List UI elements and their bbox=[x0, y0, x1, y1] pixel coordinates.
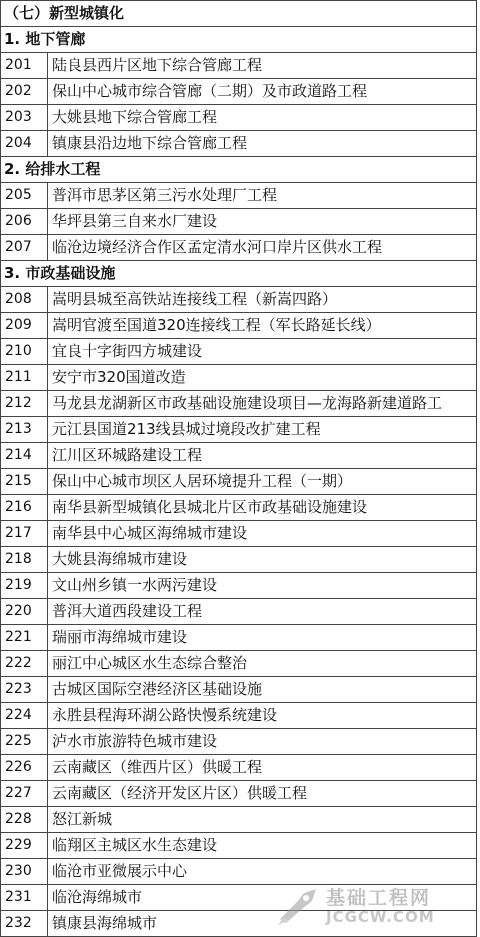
table-row bbox=[1, 833, 477, 859]
project-name: 镇康县沿边地下综合管廊工程 bbox=[52, 134, 248, 152]
row-number: 202 bbox=[1, 79, 48, 104]
project-name: 临翔区主城区水生态建设 bbox=[52, 836, 218, 854]
table-row bbox=[1, 105, 477, 131]
row-number: 229 bbox=[1, 833, 48, 858]
row-number: 209 bbox=[1, 313, 48, 338]
project-name: 泸水市旅游特色城市建设 bbox=[52, 732, 218, 750]
table-row bbox=[1, 53, 477, 79]
row-number: 232 bbox=[1, 911, 48, 936]
row-number: 216 bbox=[1, 495, 48, 520]
row-number: 230 bbox=[1, 859, 48, 884]
table-row bbox=[1, 313, 477, 339]
row-number: 227 bbox=[1, 781, 48, 806]
table-row bbox=[1, 547, 477, 573]
project-name: 嵩明官渡至国道320连接线工程（军长路延长线） bbox=[52, 316, 381, 334]
row-number: 206 bbox=[1, 209, 48, 234]
section-title: 2. 给排水工程 bbox=[4, 160, 101, 178]
row-number: 218 bbox=[1, 547, 48, 572]
section-header-row bbox=[1, 261, 477, 287]
table-row bbox=[1, 79, 477, 105]
table-row bbox=[1, 339, 477, 365]
row-number: 219 bbox=[1, 573, 48, 598]
table-row bbox=[1, 703, 477, 729]
project-name: 瑞丽市海绵城市建设 bbox=[52, 628, 188, 646]
table-row bbox=[1, 729, 477, 755]
table-row bbox=[1, 235, 477, 261]
row-number: 214 bbox=[1, 443, 48, 468]
table-row bbox=[1, 469, 477, 495]
table-row bbox=[1, 599, 477, 625]
table-row bbox=[1, 495, 477, 521]
project-name: 华坪县第三自来水厂建设 bbox=[52, 212, 218, 230]
table-title: （七）新型城镇化 bbox=[4, 4, 125, 22]
project-name: 临沧市亚微展示中心 bbox=[52, 862, 188, 880]
watermark-text-en: JCGCW.COM bbox=[326, 908, 435, 926]
project-name: 怒江新城 bbox=[52, 810, 113, 828]
table-row bbox=[1, 443, 477, 469]
row-number: 217 bbox=[1, 521, 48, 546]
project-name: 宜良十字街四方城建设 bbox=[52, 342, 203, 360]
section-title: 3. 市政基础设施 bbox=[4, 264, 116, 282]
row-number: 207 bbox=[1, 235, 48, 260]
table-row bbox=[1, 287, 477, 313]
table-title-row bbox=[1, 1, 477, 27]
table-row bbox=[1, 391, 477, 417]
project-name: 大姚县海绵城市建设 bbox=[52, 550, 188, 568]
row-number: 231 bbox=[1, 885, 48, 910]
row-number: 221 bbox=[1, 625, 48, 650]
project-name: 江川区环城路建设工程 bbox=[52, 446, 203, 464]
project-name: 保山中心城市坝区人居环境提升工程（一期） bbox=[52, 472, 353, 490]
project-name: 嵩明县城至高铁站连接线工程（新嵩四路） bbox=[52, 290, 338, 308]
project-name: 保山中心城市综合管廊（二期）及市政道路工程 bbox=[52, 82, 368, 100]
project-name: 元江县国道213线县城过境段改扩建工程 bbox=[52, 420, 321, 438]
project-name: 文山州乡镇一水两污建设 bbox=[52, 576, 218, 594]
table-row bbox=[1, 807, 477, 833]
row-number: 203 bbox=[1, 105, 48, 130]
project-name: 普洱大道西段建设工程 bbox=[52, 602, 203, 620]
table-row bbox=[1, 131, 477, 157]
row-number: 228 bbox=[1, 807, 48, 832]
table-row bbox=[1, 417, 477, 443]
row-number: 205 bbox=[1, 183, 48, 208]
row-number: 208 bbox=[1, 287, 48, 312]
project-name: 大姚县地下综合管廊工程 bbox=[52, 108, 218, 126]
watermark-text-cn: 基础工程网 bbox=[326, 887, 432, 909]
table-row bbox=[1, 573, 477, 599]
row-number: 215 bbox=[1, 469, 48, 494]
project-name: 临沧边境经济合作区孟定清水河口岸片区供水工程 bbox=[52, 238, 383, 256]
table-row bbox=[1, 625, 477, 651]
project-name: 云南藏区（经济开发区片区）供暖工程 bbox=[52, 784, 308, 802]
project-name: 南华县中心城区海绵城市建设 bbox=[52, 524, 248, 542]
project-name: 陆良县西片区地下综合管廊工程 bbox=[52, 56, 263, 74]
row-number: 211 bbox=[1, 365, 48, 390]
project-name: 南华县新型城镇化县城北片区市政基础设施建设 bbox=[52, 498, 368, 516]
project-name: 永胜县程海环湖公路快慢系统建设 bbox=[52, 706, 278, 724]
table-row bbox=[1, 755, 477, 781]
row-number: 223 bbox=[1, 677, 48, 702]
table-row bbox=[1, 651, 477, 677]
row-number: 220 bbox=[1, 599, 48, 624]
row-number: 201 bbox=[1, 53, 48, 78]
project-name: 马龙县龙湖新区市政基础设施建设项目—龙海路新建道路工 bbox=[52, 394, 443, 412]
section-title: 1. 地下管廊 bbox=[4, 30, 86, 48]
row-number: 225 bbox=[1, 729, 48, 754]
table-row bbox=[1, 209, 477, 235]
row-number: 213 bbox=[1, 417, 48, 442]
project-name: 古城区国际空港经济区基础设施 bbox=[52, 680, 263, 698]
project-name: 安宁市320国道改造 bbox=[52, 368, 186, 386]
project-name: 普洱市思茅区第三污水处理厂工程 bbox=[52, 186, 278, 204]
table-row bbox=[1, 677, 477, 703]
row-number: 210 bbox=[1, 339, 48, 364]
row-number: 222 bbox=[1, 651, 48, 676]
project-name: 丽江中心城区水生态综合整治 bbox=[52, 654, 248, 672]
project-name: 云南藏区（维西片区）供暖工程 bbox=[52, 758, 263, 776]
table-row bbox=[1, 911, 477, 937]
row-number: 224 bbox=[1, 703, 48, 728]
table-row bbox=[1, 365, 477, 391]
section-header-row bbox=[1, 157, 477, 183]
project-name: 镇康县海绵城市 bbox=[52, 914, 158, 932]
table-row bbox=[1, 781, 477, 807]
row-number: 226 bbox=[1, 755, 48, 780]
row-number: 212 bbox=[1, 391, 48, 416]
row-number: 204 bbox=[1, 131, 48, 156]
table-row bbox=[1, 859, 477, 885]
table-row bbox=[1, 183, 477, 209]
table-row bbox=[1, 521, 477, 547]
project-name: 临沧海绵城市 bbox=[52, 888, 143, 906]
section-header-row bbox=[1, 27, 477, 53]
table-row bbox=[1, 885, 477, 911]
